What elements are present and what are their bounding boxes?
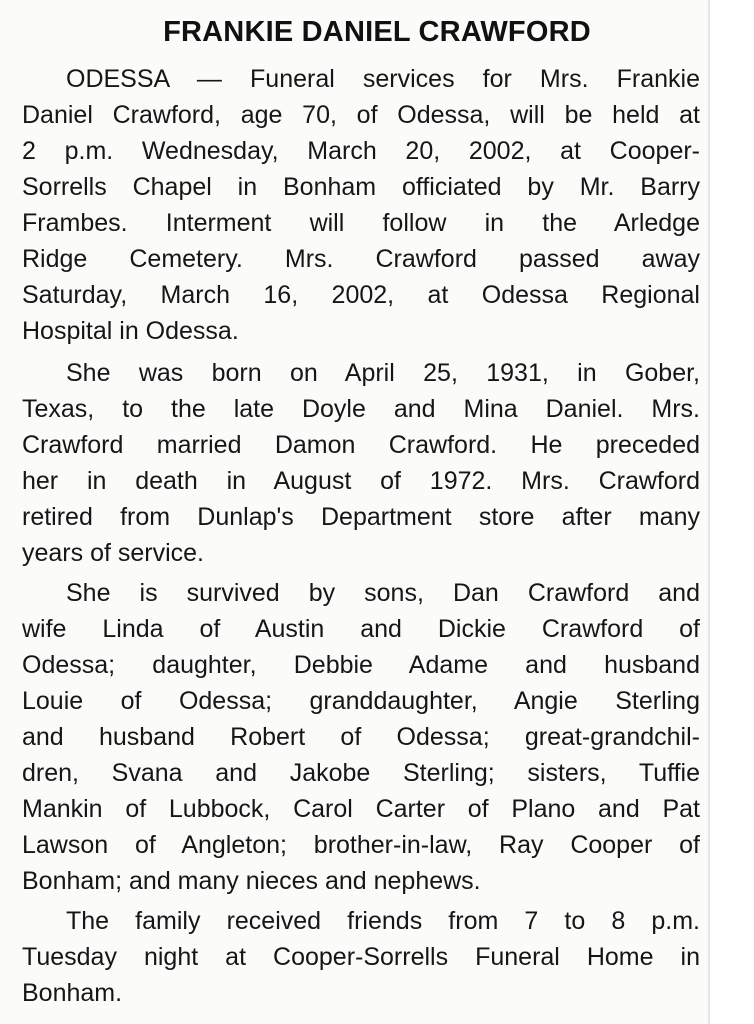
body-line: and husband Robert of Odessa; great-grandchil-: [22, 723, 700, 751]
body-line: She was born on April 25, 1931, in Gober,: [66, 359, 700, 387]
body-line: ODESSA — Funeral services for Mrs. Frankie: [66, 65, 700, 93]
body-line: her in death in August of 1972. Mrs. Crawford: [22, 467, 700, 495]
body-line: Bonham; and many nieces and nephews.: [22, 867, 481, 895]
body-line: Saturday, March 16, 2002, at Odessa Regional: [22, 281, 700, 309]
body-line: Tuesday night at Cooper-Sorrells Funeral Home in: [22, 943, 700, 971]
body-line: dren, Svana and Jakobe Sterling; sisters, Tuffie: [22, 759, 700, 787]
body-line: Frambes. Interment will follow in the Arledge: [22, 209, 700, 237]
body-line: Lawson of Angleton; brother-in-law, Ray Cooper of: [22, 831, 700, 859]
clipping-edge: [708, 0, 710, 1024]
body-line: Ridge Cemetery. Mrs. Crawford passed away: [22, 245, 700, 273]
body-line: Crawford married Damon Crawford. He preceded: [22, 431, 700, 459]
body-line: wife Linda of Austin and Dickie Crawford of: [22, 615, 700, 643]
body-line: retired from Dunlap's Department store after many: [22, 503, 700, 531]
body-line: She is survived by sons, Dan Crawford and: [66, 579, 700, 607]
body-line: Odessa; daughter, Debbie Adame and husband: [22, 651, 700, 679]
body-line: 2 p.m. Wednesday, March 20, 2002, at Cooper-: [22, 137, 700, 165]
body-line: Hospital in Odessa.: [22, 317, 239, 345]
body-line: Daniel Crawford, age 70, of Odessa, will be held at: [22, 101, 700, 129]
body-line: Texas, to the late Doyle and Mina Daniel. Mrs.: [22, 395, 700, 423]
obituary-headline: FRANKIE DANIEL CRAWFORD: [163, 16, 591, 48]
body-line: Sorrells Chapel in Bonham officiated by Mr. Barry: [22, 173, 700, 201]
body-line: Louie of Odessa; granddaughter, Angie Sterling: [22, 687, 700, 715]
body-line: years of service.: [22, 539, 205, 567]
body-line: Bonham.: [22, 979, 123, 1007]
body-line: The family received friends from 7 to 8 p.m.: [66, 907, 700, 935]
body-line: Mankin of Lubbock, Carol Carter of Plano and Pat: [22, 795, 700, 823]
